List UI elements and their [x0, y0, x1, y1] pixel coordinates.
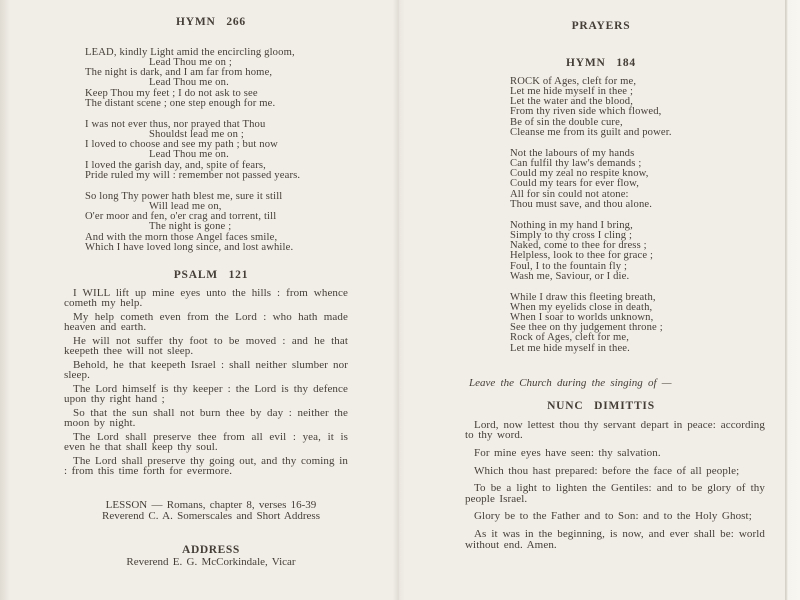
hymn-line: When I soar to worlds unknown,	[510, 312, 654, 324]
hymn-line: Foul, I to the fountain fly ;	[510, 260, 628, 272]
hymn-line: Be of sin the double cure,	[510, 116, 623, 128]
hymn-line: Not the labours of my hands	[510, 147, 635, 159]
hymn-line: Naked, come to thee for dress ;	[510, 240, 647, 252]
lesson-reference: LESSON — Romans, chapter 8, verses 16-39	[105, 498, 317, 511]
hymn-line: Which I have loved long since, and lost awhile.	[85, 241, 294, 253]
psalm-verse: The Lord himself is thy keeper : the Lord is thy defence upon thy right hand ;	[64, 382, 348, 406]
hymn-line: Rock of Ages, cleft for me,	[510, 332, 630, 344]
hymn-line: O'er moor and fen, o'er crag and torrent, till	[85, 211, 277, 223]
hymn-line: So long Thy power hath blest me, sure it still	[85, 190, 283, 202]
left-page	[62, 16, 360, 568]
psalm-verse: I WILL lift up mine eyes unto the hills : from whence cometh my help.	[64, 286, 348, 310]
canticle-verse: As it was in the beginning, is now, and ever shall be: world without end. Amen.	[465, 527, 765, 551]
hymn-line: LEAD, kindly Light amid the encircling gloom,	[85, 47, 295, 58]
hymn-line: From thy riven side which flowed,	[510, 106, 662, 118]
hymn-line: I loved to choose and see my path ; but now	[85, 139, 278, 151]
psalm-121-text	[64, 288, 348, 477]
nunc-dimittis-text	[465, 420, 765, 550]
hymn-line: While I draw this fleeting breath,	[510, 291, 656, 303]
hymn-line: Helpless, look to thee for grace ;	[510, 250, 654, 262]
hymn-line: Cleanse me from its guilt and power.	[510, 126, 672, 138]
psalm-verse: My help cometh even from the Lord : who hath made heaven and earth.	[64, 310, 348, 334]
hymn-line: The night is gone ;	[149, 221, 232, 233]
canticle-verse: Glory be to the Father and to Son: and to the Holy Ghost;	[474, 510, 752, 523]
hymn-line: Wash me, Saviour, or I die.	[510, 270, 630, 282]
psalm-verse: Behold, he that keepeth Israel : shall neither slumber nor sleep.	[64, 358, 348, 382]
hymn-line: Lead Thou me on.	[149, 77, 229, 89]
psalm-verse: He will not suffer thy foot to be moved : and he that keepeth thee will not sleep.	[64, 334, 348, 358]
hymn-266-text	[85, 48, 360, 253]
psalm-verse: The Lord shall preserve thy going out, and thy coming in : from this time forth for evermore.	[64, 454, 348, 478]
hymn-line: Could my zeal no respite know,	[510, 168, 649, 180]
address-heading: ADDRESS	[182, 543, 240, 556]
hymn-line: See thee on thy judgement throne ;	[510, 322, 663, 334]
hymn-line: Lead Thou me on.	[149, 149, 229, 161]
hymn-line: Pride ruled my will : remember not passed years.	[85, 169, 301, 181]
page-right-edge	[785, 0, 800, 600]
hymn-line: Let me hide myself in thee.	[510, 342, 630, 354]
hymn-184-text	[510, 77, 757, 354]
lesson-announcement	[62, 500, 360, 523]
hymn-184-heading: HYMN 184	[566, 57, 636, 69]
hymn-line: Let me hide myself in thee ;	[510, 86, 634, 98]
hymn-line: I was not ever thus, nor prayed that Thou	[85, 118, 266, 130]
canticle-verse: For mine eyes have seen: thy salvation.	[474, 446, 661, 459]
hymn-line: Lead Thou me on ;	[149, 57, 232, 69]
rubric-leave-church: Leave the Church during the singing of —	[469, 376, 672, 389]
page-left-edge-shadow	[0, 0, 10, 600]
address-speaker: Reverend E. G. McCorkindale, Vicar	[126, 555, 296, 568]
hymn-line: The distant scene ; one step enough for me.	[85, 97, 276, 109]
hymn-line: Nothing in my hand I bring,	[510, 219, 633, 231]
hymn-line: I loved the garish day, and, spite of fears,	[85, 159, 266, 171]
hymn-line: Thou must save, and thou alone.	[510, 198, 653, 210]
canticle-verse: Which thou hast prepared: before the face of all people;	[474, 464, 740, 477]
psalm-verse: The Lord shall preserve thee from all evil : yea, it is even he that shall keep thy soul.	[64, 430, 348, 454]
hymn-line: Let the water and the blood,	[510, 96, 634, 108]
center-fold-crease	[393, 0, 405, 600]
psalm-verse: So that the sun shall not burn thee by day : neither the moon by night.	[64, 406, 348, 430]
right-page	[445, 20, 765, 557]
hymn-266-heading: HYMN 266	[176, 16, 246, 28]
psalm-121-heading: PSALM 121	[173, 268, 249, 281]
hymn-line: The night is dark, and I am far from home,	[85, 67, 273, 79]
hymn-line: Simply to thy cross I cling ;	[510, 230, 633, 242]
hymn-line: Could my tears for ever flow,	[510, 178, 639, 190]
hymn-line: ROCK of Ages, cleft for me,	[510, 76, 637, 87]
hymn-line: All for sin could not atone:	[510, 188, 629, 200]
prayers-heading: PRAYERS	[571, 20, 631, 32]
hymn-line: Can fulfil thy law's demands ;	[510, 158, 642, 170]
hymn-line: Keep Thou my feet ; I do not ask to see	[85, 87, 258, 99]
hymn-line: Shouldst lead me on ;	[149, 129, 244, 141]
hymn-line: When my eyelids close in death,	[510, 301, 653, 313]
lesson-reader: Reverend C. A. Somerscales and Short Address	[102, 510, 320, 523]
nunc-dimittis-heading: NUNC DIMITTIS	[547, 399, 655, 412]
hymn-line: Will lead me on,	[149, 201, 222, 213]
canticle-verse: Lord, now lettest thou thy servant depart in peace: according to thy word.	[465, 418, 765, 442]
canticle-verse: To be a light to lighten the Gentiles: and to be glory of thy people Israel.	[465, 482, 765, 505]
hymn-line: And with the morn those Angel faces smile,	[85, 231, 278, 243]
